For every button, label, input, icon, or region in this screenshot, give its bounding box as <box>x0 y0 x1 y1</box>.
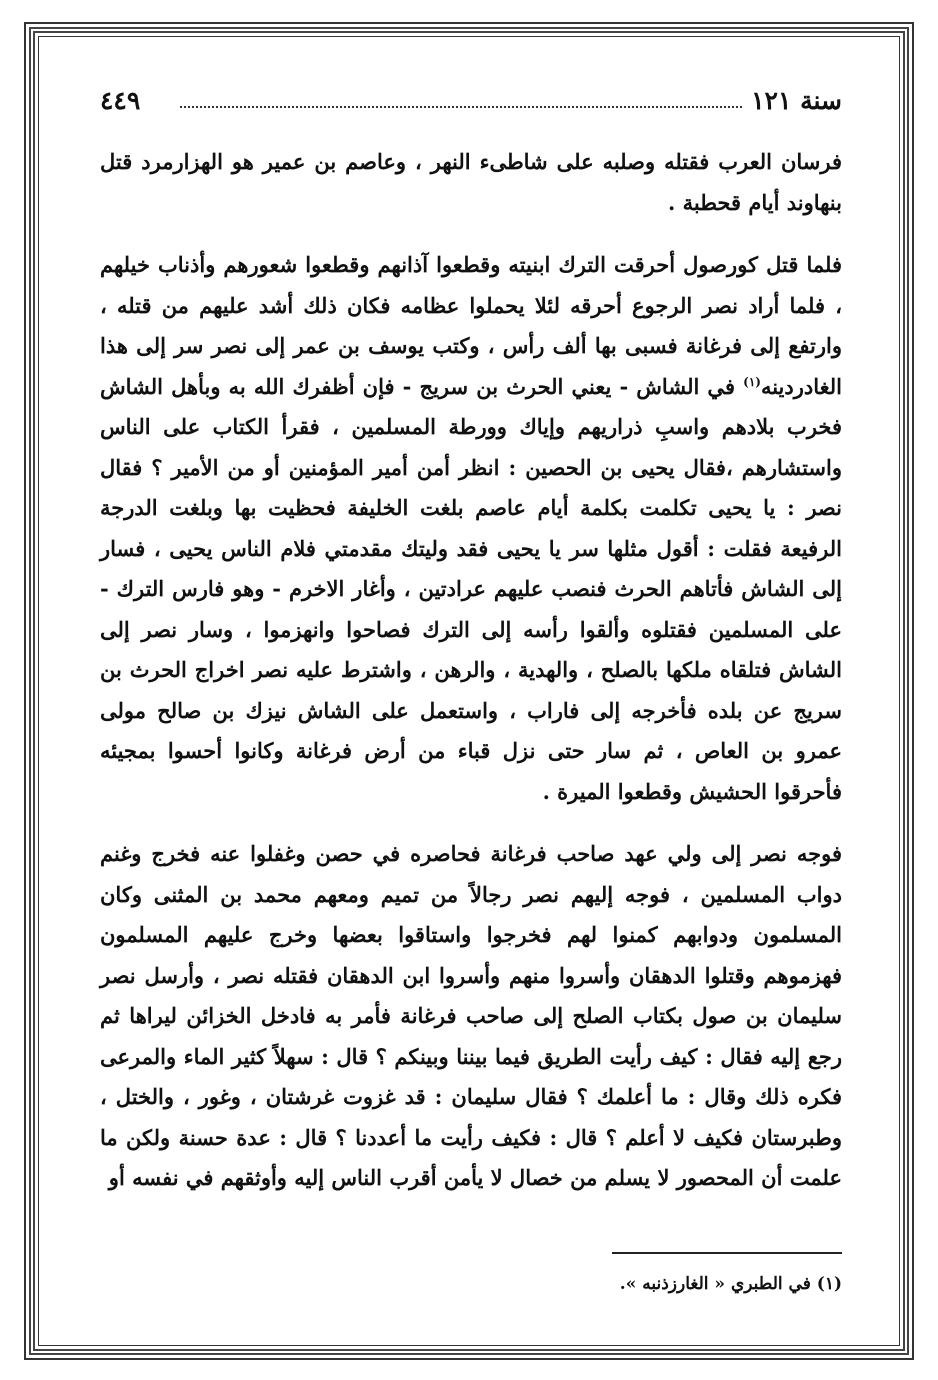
page-body <box>100 142 842 1199</box>
header-dot-leader <box>180 106 742 108</box>
header-year: سنة ١٢١ <box>751 86 842 115</box>
footnote: (١) في الطبري « الغارزذنبه ». <box>619 1274 842 1294</box>
footnote-separator <box>612 1252 842 1254</box>
footnote-reference: (١) <box>743 374 761 389</box>
paragraph-2-part-2: في الشاش - يعني الحرث بن سريج - فإن أظفرك الله به وبأهل الشاش فخرب بلادهم واسبِ ذراريهم وإياك وورطة المسلمين ، فقرأ الكتاب على الناس واستشارهم ،فقال يحيى بن الحصين : انظر أمن أمير المؤمنين أو من الأمير ؟ فقال نصر : يا يحيى تكلمت بكلمة أيام عاصم بلغت الخليفة فحظيت بها وبلغت الدرجة الرفيعة فقلت : أقول مثلها سر يا يحيى فقد وليتك مقدمتي فلام الناس يحيى ، فسار إلى الشاش فأتاهم الحرث فنصب عليهم عرادتين ، وأغار الاخرم - وهو فارس الترك - على المسلمين فقتلوه وألقوا رأسه إلى الترك فصاحوا وانهزموا ، وسار نصر إلى الشاش فتلقاه ملكها بالصلح ، والهدية ، والرهن ، واشترط عليه نصر اخراج الحرث بن سريج عن بلده فأخرجه إلى فاراب ، واستعمل على الشاش نيزك بن صالح مولى عمرو بن العاص ، ثم سار حتى نزل قباء من أرض فرغانة وكانوا أحسوا بمجيئه فأحرقوا الحشيش وقطعوا الميرة . <box>100 373 842 804</box>
running-header <box>100 86 842 120</box>
page-number: ٤٤٩ <box>100 86 141 115</box>
paragraph-1: فرسان العرب فقتله وصلبه على شاطىء النهر ، وعاصم بن عمير هو الهزارمرد قتل بنهاوند أيام قحطبة . <box>100 149 842 215</box>
paragraph-3: فوجه نصر إلى ولي عهد صاحب فرغانة فحاصره في حصن وغفلوا عنه فخرج وغنم دواب المسلمين ، فوجه إليهم نصر رجالاً من تميم ومعهم محمد بن المثنى وكان المسلمون ودوابهم كمنوا لهم فخرجوا واستاقوا بعضها وخرج عليهم المسلمون فهزموهم وقتلوا الدهقان وأسروا منهم وأسروا ابن الدهقان فقتله نصر ، وأرسل نصر سليمان بن صول بكتاب الصلح إلى صاحب فرغانة فأمر به فادخل الخزائن ليراها ثم رجع إليه فقال : كيف رأيت الطريق فيما بيننا وبينكم ؟ قال : سهلاً كثير الماء والمرعى فكره ذلك وقال : ما أعلمك ؟ فقال سليمان : قد غزوت غرشتان ، وغور ، والختل ، وطبرستان فكيف لا أعلم ؟ قال : فكيف رأيت ما أعددنا ؟ قال : عدة حسنة ولكن ما علمت أن المحصور لا يسلم من خصال لا يأمن أقرب الناس إليه وأوثقهم في نفسه أو <box>100 841 842 1190</box>
paragraph-2-part-1: فلما قتل كورصول أحرقت الترك ابنيته وقطعوا آذانهم وقطعوا شعورهم وأذناب خيلهم ، فلما أراد نصر الرجوع أحرقه لئلا يحملوا عظامه فكان ذلك أشد عليهم من قتله ، وارتفع إلى فرغانة فسبى بها ألف رأس ، وكتب يوسف بن عمر إلى نصر سر إلى هذا الغادردينه <box>100 252 842 399</box>
paragraph-2 <box>100 245 842 812</box>
